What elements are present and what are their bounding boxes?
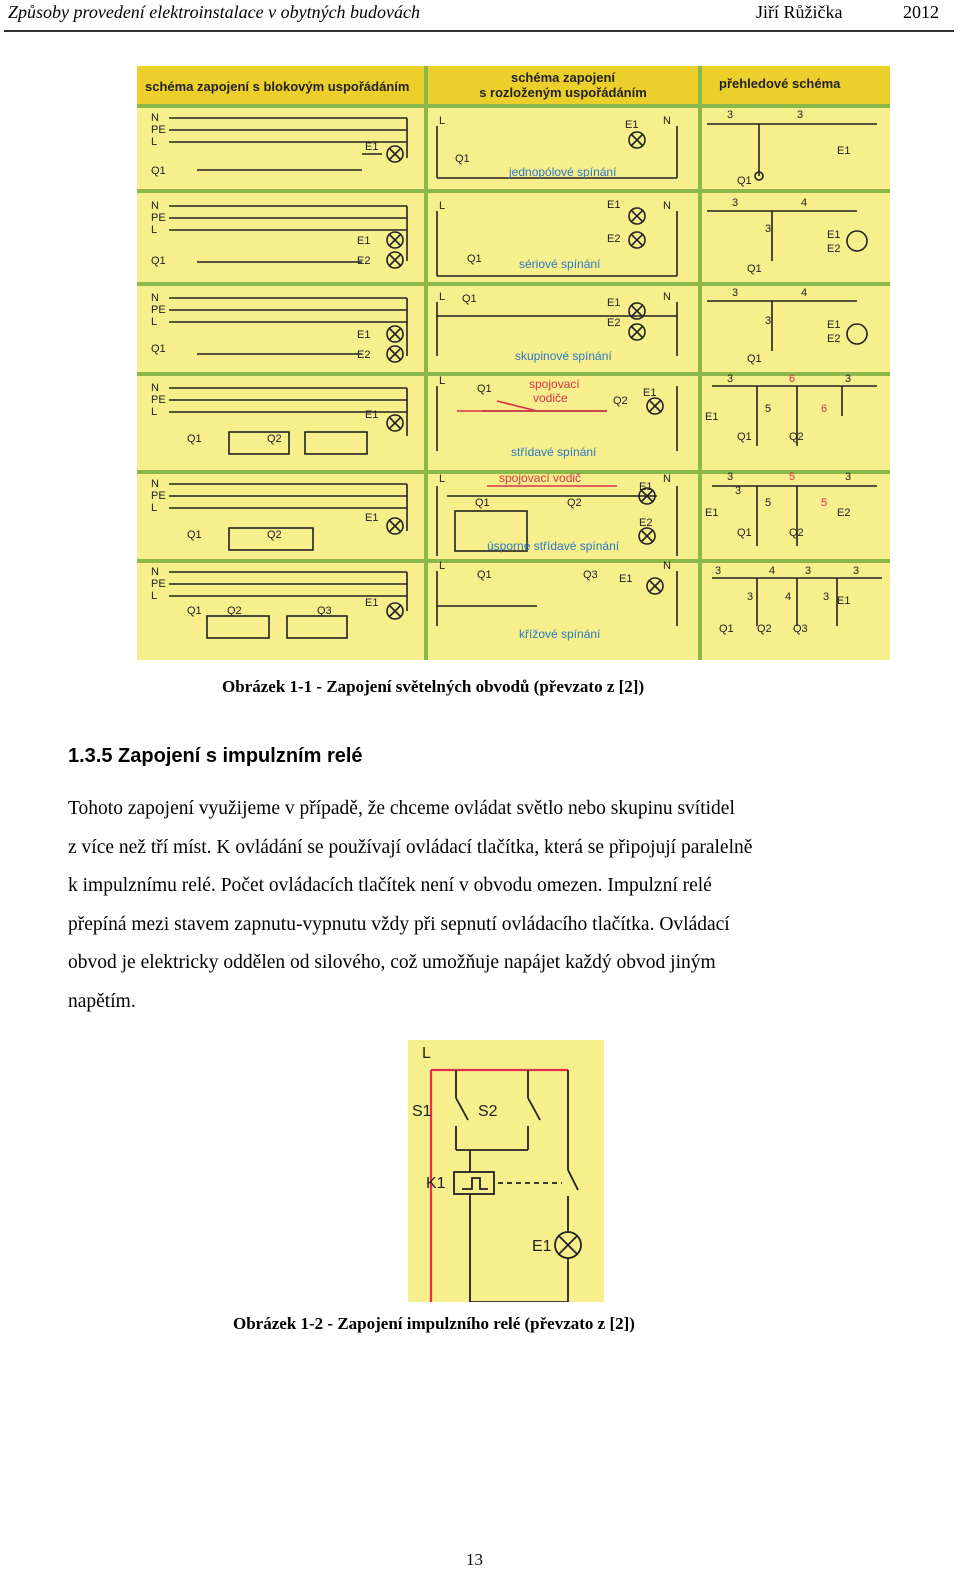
fig1-c3-r3-e2: E2 [827, 333, 841, 345]
fig1-c3-r5-e2: E2 [837, 507, 851, 519]
fig1-c2-r1-n: N [663, 115, 671, 127]
fig1-r5-l: L [151, 502, 158, 514]
fig1-c3-r6-3b: 3 [805, 565, 812, 577]
fig1-c2-r5-l: L [439, 473, 446, 485]
fig1-c2-r2-l: L [439, 200, 446, 212]
fig1-c2-r1-e1: E1 [625, 119, 639, 131]
fig1-c2-r3-l: L [439, 291, 446, 303]
fig1-caption-row3: skupinové spínání [515, 349, 612, 363]
fig1-r4-q2: Q2 [267, 433, 282, 445]
fig1-c2-r1-l: L [439, 115, 446, 127]
fig1-c2-r5-q2: Q2 [567, 497, 582, 509]
paragraph-line: obvod je elektricky oddělen od silového, což umožňuje napájet každý obvod jiným [68, 952, 716, 974]
fig1-c3-r2-3b: 3 [765, 223, 772, 235]
fig1-c3-r6-3c: 3 [853, 565, 860, 577]
paragraph-line: Tohoto zapojení využijeme v případě, že chceme ovládat světlo nebo skupinu svítidel [68, 798, 735, 819]
fig2-label-s2: S2 [478, 1103, 498, 1120]
fig1-r1-q1: Q1 [151, 165, 166, 177]
fig1-r2-pe: PE [151, 212, 166, 224]
fig1-r2-e1: E1 [357, 235, 371, 247]
figure-impulse-relay [408, 1040, 604, 1302]
fig1-c2-r6-n: N [663, 560, 671, 572]
fig1-c2-r6-e1: E1 [619, 573, 633, 585]
fig1-c3-r1-e1: E1 [837, 145, 851, 157]
fig1-r3-n: N [151, 292, 159, 304]
fig1-c3-r4-6b: 6 [821, 403, 828, 415]
paragraph-line: přepíná mezi stavem zapnutu-vypnutu vždy při sepnutí ovládacího tlačítka. Ovládací [68, 913, 730, 935]
fig1-c2-r4-e1: E1 [643, 387, 657, 399]
fig1-caption-row6: křížové spínání [519, 627, 601, 641]
fig2-label-s1: S1 [412, 1103, 432, 1120]
fig1-r2-l: L [151, 224, 158, 236]
fig1-r1-pe: PE [151, 124, 166, 136]
fig1-r5-e1: E1 [365, 512, 379, 524]
fig1-col-header-1: schéma zapojení s blokovým uspořádáním [145, 79, 410, 94]
fig1-c3-r6-q3: Q3 [793, 623, 808, 635]
fig1-r4-n: N [151, 382, 159, 394]
fig1-r6-pe: PE [151, 578, 166, 590]
fig1-c3-r5-3b: 3 [845, 471, 852, 483]
fig1-c2-r2-e2: E2 [607, 233, 621, 245]
fig1-col-header-2a: schéma zapojení [510, 70, 616, 85]
paragraph-line: z více než tří míst. K ovládání se používají ovládací tlačítka, která se připojují paralelně [68, 836, 753, 858]
fig1-r3-l: L [151, 316, 158, 328]
fig1-c3-r5-3a: 3 [727, 471, 734, 483]
fig1-col-header-2b: s rozloženým uspořádáním [479, 85, 647, 100]
fig1-c3-r1-q1: Q1 [737, 175, 752, 187]
fig1-c3-r4-3b: 3 [845, 373, 852, 385]
fig2-label-k1: K1 [426, 1175, 446, 1192]
fig1-c3-r2-e2: E2 [827, 243, 841, 255]
fig1-c3-r2-e1: E1 [827, 229, 841, 241]
fig1-r5-pe: PE [151, 490, 166, 502]
fig1-c3-r5-5b: 5 [821, 497, 828, 509]
section-paragraph [68, 790, 954, 1022]
fig1-c3-r3-3b: 3 [765, 315, 772, 327]
fig1-r4-e1: E1 [365, 409, 379, 421]
fig1-c2-r2-n: N [663, 200, 671, 212]
fig1-c3-r4-3a: 3 [727, 373, 734, 385]
fig1-r1-n: N [151, 112, 159, 124]
fig1-r6-n: N [151, 566, 159, 578]
fig1-r2-n: N [151, 200, 159, 212]
fig1-r4-pe: PE [151, 394, 166, 406]
fig1-c3-r6-q2: Q2 [757, 623, 772, 635]
fig1-c3-r5-q1: Q1 [737, 527, 752, 539]
fig1-c2-r6-q1: Q1 [477, 569, 492, 581]
fig1-c3-r6-q1: Q1 [719, 623, 734, 635]
fig1-c3-r6-e1: E1 [837, 595, 851, 607]
fig1-c3-r4-q2: Q2 [789, 431, 804, 443]
fig1-c3-r4-5: 5 [765, 403, 772, 415]
fig1-r4-l: L [151, 406, 158, 418]
fig1-c2-r6-q3: Q3 [583, 569, 598, 581]
fig1-c3-r3-4: 4 [801, 287, 808, 299]
fig1-c2-r4-q2: Q2 [613, 395, 628, 407]
fig1-c3-r4-6a: 6 [789, 373, 796, 385]
header-title: Způsoby provedení elektroinstalace v obytných budovách [8, 2, 421, 22]
fig1-r6-q3: Q3 [317, 605, 332, 617]
page-header [0, 0, 960, 34]
fig1-label-spojovaci-2: vodiče [533, 391, 568, 405]
header-author: Jiří Růžička [756, 2, 843, 22]
fig1-r5-q2: Q2 [267, 529, 282, 541]
fig1-caption-row1: jednopólové spínání [509, 165, 617, 179]
figure1-caption: Obrázek 1-1 - Zapojení světelných obvodů (převzato z [2]) [222, 677, 645, 696]
fig1-r2-q1: Q1 [151, 255, 166, 267]
fig1-c2-r2-q1: Q1 [467, 253, 482, 265]
fig1-r1-e1: E1 [365, 141, 379, 153]
fig2-label-e1: E1 [532, 1238, 552, 1255]
fig1-r2-e2: E2 [357, 255, 371, 267]
header-rule [4, 30, 954, 32]
fig1-c3-r5-q2: Q2 [789, 527, 804, 539]
fig1-r5-n: N [151, 478, 159, 490]
header-year: 2012 [903, 2, 939, 22]
fig1-r6-q2: Q2 [227, 605, 242, 617]
fig1-c3-r1-3b: 3 [797, 109, 804, 121]
fig1-r1-l: L [151, 136, 158, 148]
fig1-c3-r4-e1: E1 [705, 411, 719, 423]
fig1-label-spojovaci-vodic: spojovací vodič [499, 471, 582, 485]
fig1-r6-l: L [151, 590, 158, 602]
fig1-c3-r2-q1: Q1 [747, 263, 762, 275]
fig1-c2-r5-e2: E2 [639, 517, 653, 529]
fig1-c3-r3-3a: 3 [732, 287, 739, 299]
fig1-c3-r5-e1: E1 [705, 507, 719, 519]
fig1-c3-r5-5: 5 [765, 497, 772, 509]
fig1-c3-r3-e1: E1 [827, 319, 841, 331]
page-number: 13 [466, 1550, 483, 1569]
fig1-c2-r3-n: N [663, 291, 671, 303]
fig1-r3-e1: E1 [357, 329, 371, 341]
fig1-r5-q1: Q1 [187, 529, 202, 541]
fig1-caption-row2: sériové spínání [519, 257, 601, 271]
fig1-r3-q1: Q1 [151, 343, 166, 355]
fig1-c3-r6-3e: 3 [823, 591, 830, 603]
paragraph-line: k impulznímu relé. Počet ovládacích tlačítek není v obvodu omezen. Impulzní relé [68, 875, 712, 897]
fig1-col-header-3: přehledové schéma [719, 76, 841, 91]
figure2-caption: Obrázek 1-2 - Zapojení impulzního relé (převzato z [2]) [233, 1314, 635, 1333]
fig1-c3-r1-3a: 3 [727, 109, 734, 121]
fig1-c3-r3-q1: Q1 [747, 353, 762, 365]
fig1-r3-pe: PE [151, 304, 166, 316]
fig1-c2-r5-n: N [663, 473, 671, 485]
fig1-c3-r6-4a: 4 [769, 565, 776, 577]
fig1-c3-r4-q1: Q1 [737, 431, 752, 443]
fig1-c2-r5-q1: Q1 [475, 497, 490, 509]
fig1-c3-r5-3c: 3 [735, 485, 742, 497]
section-heading: 1.3.5 Zapojení s impulzním relé [68, 745, 363, 767]
fig1-c2-r4-q1: Q1 [477, 383, 492, 395]
fig1-r6-e1: E1 [365, 597, 379, 609]
fig1-r4-q1: Q1 [187, 433, 202, 445]
fig1-label-spojovaci-1: spojovací [529, 377, 580, 391]
fig1-r6-q1: Q1 [187, 605, 202, 617]
fig1-c2-r3-e2: E2 [607, 317, 621, 329]
fig1-c3-r2-3a: 3 [732, 197, 739, 209]
paragraph-line: napětím. [68, 990, 136, 1012]
fig1-c2-r6-l: L [439, 560, 446, 572]
fig1-c3-r6-3a: 3 [715, 565, 722, 577]
fig1-r3-e2: E2 [357, 349, 371, 361]
fig1-c2-r4-l: L [439, 375, 446, 387]
fig1-caption-row5: úsporné střídavé spínání [487, 539, 620, 553]
fig1-c3-r6-4b: 4 [785, 591, 792, 603]
fig1-c2-r3-e1: E1 [607, 297, 621, 309]
figure-lighting-circuits [137, 66, 890, 660]
fig1-c2-r1-q1: Q1 [455, 153, 470, 165]
fig1-c3-r2-4: 4 [801, 197, 808, 209]
fig1-c2-r3-q1: Q1 [462, 293, 477, 305]
fig1-c3-r5-5a: 5 [789, 471, 796, 483]
fig1-c2-r5-e1: E1 [639, 481, 653, 493]
fig2-label-l: L [422, 1045, 431, 1062]
fig1-c3-r6-3d: 3 [747, 591, 754, 603]
fig1-caption-row4: střídavé spínání [511, 445, 597, 459]
fig1-c2-r2-e1: E1 [607, 199, 621, 211]
